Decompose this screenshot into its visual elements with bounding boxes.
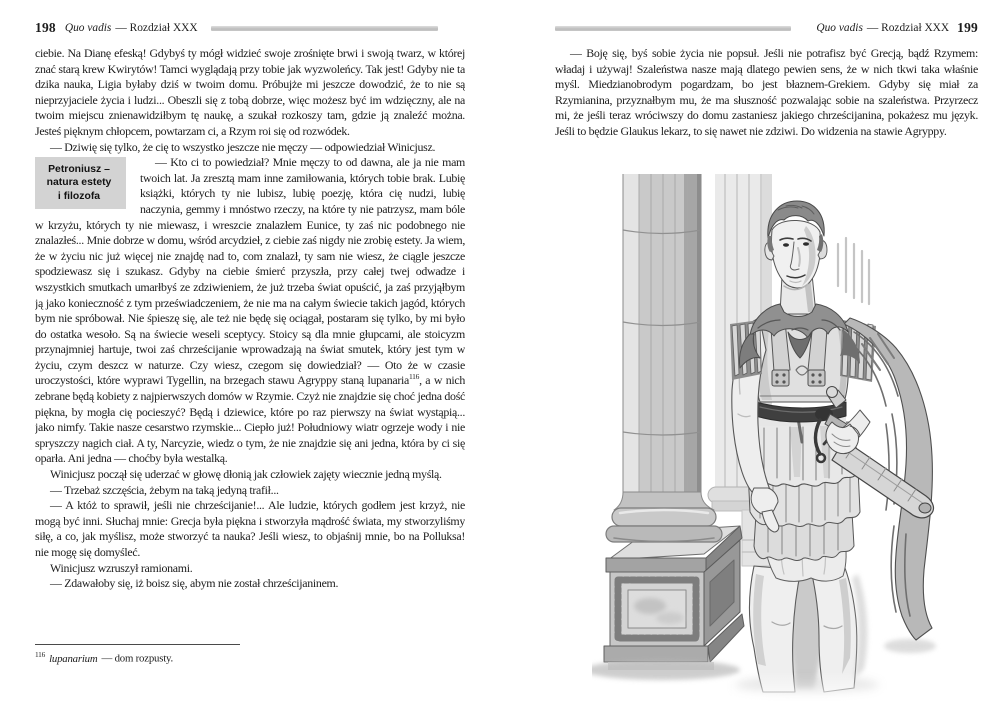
left-running-title — [65, 22, 198, 34]
illustration-roman-officer — [592, 174, 1000, 709]
right-page — [555, 0, 978, 712]
right-header-rule-bar — [555, 26, 791, 31]
left-page-header — [35, 20, 465, 36]
running-title-book: Quo vadis — [816, 22, 863, 34]
paragraph: — Boję się, byś sobie życia nie popsuł. Jeśli nie potrafisz być Grecją, bądź Rzymem: władaj i używaj! Szaleństwa nasze mają dlatego pewien sens, że w nich tkwi taka właśnie myśl. Miedzianobrodym pogardzam, bo jest błaznem-Grekiem. Gdyby się miał za Rzymianina, przyznałbym mu, że ma słuszność pozwalając sobie na szaleństwa. Przyrzecz mi, że jeśli teraz wróciwszy do domu zastaniesz jakiego chrześcijanina, pokażesz mu język. Jeśli to będzie Glaukus lekarz, to się nawet nie zdziwi. Do widzenia na stawie Agryppy. — [555, 46, 978, 138]
paragraph-text: — Kto ci to powiedział? Mnie męczy to od dawna, ale ja nie mam twoich lat. Ja zresztą mam inne zamiłowania, których tobie brak. Lubię książki, których ty nie lubisz, lubię poezję, która cię nudzi, lubię naczynia, gemmy i mnóstwo rzeczy, na które ty nie patrzysz, mam bóle w krzyżu, których ty nie miewasz, i wreszcie znalazłem Eunice, ty zaś nic podobnego nie znalazłeś... Mnie dobrze w domu, wśród arcydzieł, z ciebie zaś nigdy nie zrobię estety. Ja wiem, że w życiu nic już więcej nie znajdę nad to, com znalazł, ty sam nie wiesz, że ciągle jeszcze spodziewasz się i szukasz. Gdyby na ciebie śmierć przyszła, przy całej twej odwadze i wszystkich smutkach umarłbyś ze zdziwieniem, że już trzeba świat opuścić, ja zaś przyjąłbym ją jako konieczność z tym przeświadczeniem, że nie ma na całym świecie takich jagód, których bym nie spróbował. Nie śpieszę się, ale też nie będę się ociągał, postaram się tylko, by mi było do ostatka wesoło. Są na świecie weseli sceptycy. Stoicy są dla mnie głupcami, ale stoicyzm przynajmniej hartuje, twoi zaś chrześcijanie wprowadzają na świat smutek, który jest tym w życiu, czym deszcz w naturze. Czy wiesz, czegom się dowiedział? — Oto że w czasie uroczystości, które wyprawi Tygellin, na brzegach stawu Agryppy staną lupanaria — [35, 155, 465, 388]
right-running-title — [816, 22, 949, 34]
running-title-chapter: — Rozdział XXX — [115, 22, 198, 34]
sidebar-note — [35, 157, 126, 209]
paragraph-text: , a w nich zebrane będą kobiety z najpierwszych domów w Rzymie. Czyż nie znajdzie się choć jedna dość piękna, by mogła cię pocieszyć? Będą i dziewice, które po raz pierwszy na świat wystąpią... jako nimfy. Takie nasze cesarstwo rzymskie... Ciepło już! Południowy wiatr ogrzeje wody i nie spryszczy nagich ciał. A ty, Narcyzie, wiedz o tym, że nie znajdzie się ani jedna, która by ci się oparła. Ani jedna — choćby była westalką. — [35, 373, 465, 466]
footnote-text — [35, 650, 465, 665]
left-header-rule-bar — [211, 26, 438, 31]
right-page-header — [555, 20, 978, 36]
paragraph: Winicjusz począł się uderzać w głowę dłonią jak człowiek zajęty wiecznie jedną myślą. — [50, 467, 442, 482]
running-title-chapter: — Rozdział XXX — [866, 22, 950, 34]
right-text-column — [555, 46, 978, 140]
running-title-book: Quo vadis — [64, 22, 112, 34]
sidebar-note-line: i filozofa — [57, 190, 101, 202]
paragraph: Winicjusz wzruszył ramionami. — [50, 560, 193, 575]
sidebar-note-line: Petroniusz – — [48, 164, 110, 176]
paragraph: — Dziwię się tylko, że cię to wszystko jeszcze nie męczy — odpowiedział Winicjusz. — [50, 139, 436, 154]
footnote — [35, 644, 465, 665]
paragraph: — Zdawałoby się, iż boisz się, abym nie został chrześcijaninem. — [50, 576, 339, 591]
footnote-definition: — dom rozpusty. — [101, 652, 174, 665]
sidebar-note-line: natura estety — [46, 177, 112, 189]
right-page-number: 199 — [957, 20, 978, 35]
footnote-marker: 116 — [35, 650, 46, 659]
head — [765, 201, 827, 290]
left-column — [606, 174, 722, 542]
footnote-rule — [35, 644, 240, 645]
left-page-number: 198 — [35, 20, 56, 35]
left-page — [35, 0, 465, 712]
paragraph: — A któż to sprawił, jeśli nie chrześcijanie!... Ale ludzie, których godłem jest krzyż, nie mogą być inni. Słuchaj mnie: Grecja była piękna i stworzyła mądrość świata, my stworzyliśmy siłę, a co, jak myślisz, może stworzyć ta nauka? Jeśli wiesz, to objaśnij mnie, bo na Polluksa! nie mogę się domyśleć. — [35, 498, 465, 559]
paragraph: ciebie. Na Dianę efeską! Gdybyś ty mógł widzieć swoje zrośnięte brwi i swoją twarz, w której znać starą krew Kwirytów! Tamci wyglądają przy tobie jak wyzwoleńcy. Tak jest! Gdyby nie ta dzika nauka, Ligia byłaby dziś w twoim domu. Próbujże mi jeszcze dowodzić, że to nie są nieprzyjaciele życia i ludzi... Obeszli się z tobą dobrze, więc możesz być im wdzięczny, ale na twoim miejscu znienawidziłbym tę naukę, a szukał rozkoszy tam, gdzie ją znaleźć można. Jesteś pięknym chłopcem, powtarzam ci, a Rzym roi się od rozwódek. — [35, 46, 465, 138]
footnote-reference: 116 — [408, 372, 420, 382]
paragraph: — Trzebaż szczęścia, żebym na taką jedyną trafił... — [50, 482, 279, 497]
footnote-term: lupanarium — [49, 652, 98, 665]
bottom-fade — [732, 672, 907, 709]
pedestal — [604, 526, 744, 670]
left-text-column — [35, 46, 465, 644]
